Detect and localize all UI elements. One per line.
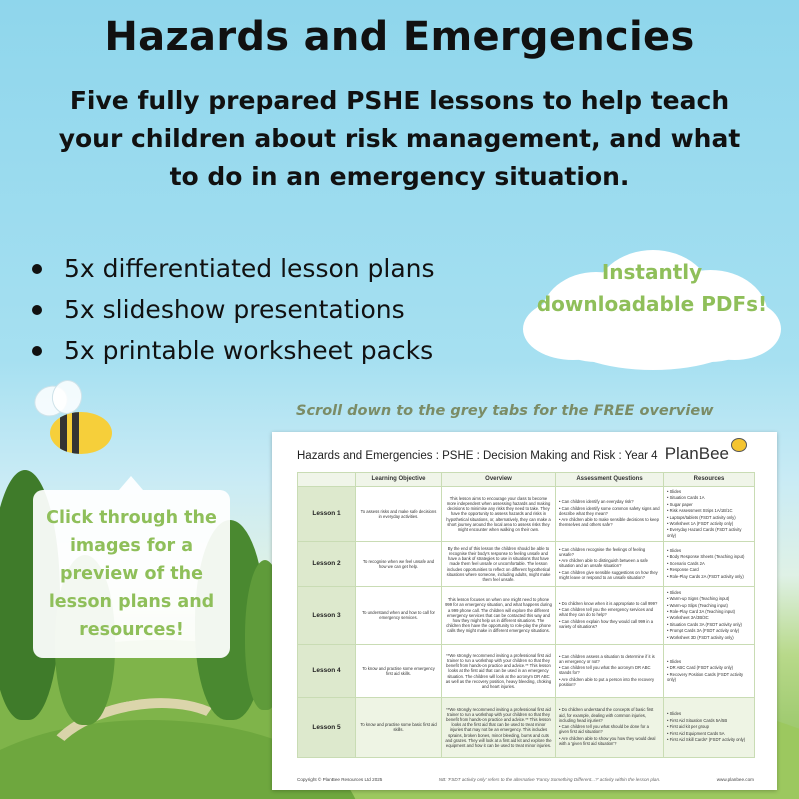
- preview-callout-text: Click through the images for a preview of the lesson plans and resources!: [46, 508, 217, 640]
- cloud-badge-text: Instantly downloadable PDFs!: [536, 260, 768, 316]
- table-row: [298, 487, 755, 542]
- learning-objective: To assess risks and make safe decisions in everyday activities.: [356, 487, 442, 542]
- feature-item: [26, 248, 435, 289]
- overview: This lesson aims to encourage your class to become more independent when assessing hazards and making decisions to minimise any risks they need to take. They have the opportunity to assess hazards and risks in hypothetical situations, or, alternatively, they can make a short journey around the local area to assess risks they might encounter when walking on their own.: [442, 487, 556, 542]
- learning-objective: To recognise when we feel unsafe and how we can get help.: [356, 541, 442, 586]
- learning-objective: To understand when and how to call for emergency services.: [356, 586, 442, 644]
- assessment-questions: • Can children identify an everyday risk? • Can children identify some common safety signs and describe what they mean? • Are children able to make sensible decisions to keep themselves and others safe?: [556, 487, 664, 542]
- bee-logo-icon: [731, 438, 747, 452]
- feature-item: [26, 289, 435, 330]
- website-link[interactable]: www.planbee.com: [716, 777, 754, 782]
- overview: By the end of this lesson the children should be able to recognise their body's response to feeling unsafe and have a bank of strategies to use in situations that have made them feel unsafe or uncomfortable. The lesson includes opportunities to reflect on different hypothetical situations where someone, including adults, might make them feel unsafe.: [442, 541, 556, 586]
- column-header: Learning Objective: [356, 473, 442, 487]
- planbee-logo: PlanBee: [664, 444, 729, 463]
- column-header: Overview: [442, 473, 556, 487]
- assessment-questions: • Do children understand the concepts of basic first aid, for example, dealing with common injuries, including head injuries? • Can children tell you what should be done for a given first aid situation? • Are children able to show you how they would deal with a 'given first aid situation'?: [556, 697, 664, 757]
- overview: This lesson focuses on when one might need to phone 999 for an emergency situation, and what happens during a 999 phone call. The children will explore the different emergency services that can be contacted this way and how they might help us in different situations. The children then have the opportunity to role-play the phone calls they might make in different emergency situations.: [442, 586, 556, 644]
- resources: • Slides • Situation Cards 1A • Sugar paper • Risk Assessment Strips 1A/1B/1C • Laptops/tablets (FSDT activity only) • Worksheet 1A (FSDT activity only) • Everyday Hazard Cards (FSDT activity only): [664, 487, 755, 542]
- learning-objective: To know and practise some emergency first aid skills.: [356, 644, 442, 697]
- assessment-questions: • Do children know when it is appropriate to call 999? • Can children tell you the emergency services and what they can do to help? • Can children explain how they would call 999 in a variety of situations?: [556, 586, 664, 644]
- resources: • Slides • Body Response Sheets (Teaching input) • Scenario Cards 2A • Response Card • Role-Play Cards 2A (FSDT activity only): [664, 541, 755, 586]
- bee-mascot-icon: [30, 380, 120, 460]
- table-row: [298, 644, 755, 697]
- feature-list: [26, 248, 435, 371]
- scroll-note: Scroll down to the grey tabs for the FREE overview: [296, 403, 714, 419]
- preview-callout: [33, 490, 230, 658]
- feature-label: 5x printable worksheet packs: [64, 336, 434, 365]
- table-row: [298, 697, 755, 757]
- bullet-icon: [32, 305, 42, 315]
- table-row: [298, 586, 755, 644]
- resources: • Slides • Warm-up Signs (Teaching input) • Warm-up Slips (Teaching input) • Role-Play Card 3A (Teaching input) • Worksheet 3A/3B/3C • Situation Cards 3A (FSDT activity only) • Prompt Cards 3A (FSDT activity only) • Worksheet 3D (FSDT activity only): [664, 586, 755, 644]
- copyright: Copyright © PlanBee Resources Ltd 2025: [297, 777, 383, 782]
- table-header-row: [298, 473, 755, 487]
- table-row: [298, 541, 755, 586]
- bullet-icon: [32, 346, 42, 356]
- document-header: Hazards and Emergencies : PSHE : Decision Making and Risk : Year 4: [297, 450, 658, 462]
- overview: **We strongly recommend inviting a professional first aid trainer to run a workshop with your children so that they benefit from hands-on practice and advice.** This lesson looks at the first aid that can be used to treat minor injuries that may not be an emergency. This includes sprains, broken bones, minor bleeding, burns and cuts and grazes. They will look at a first aid kit and explore the equipment and how it can be used to treat minor injuries.: [442, 697, 556, 757]
- bullet-icon: [32, 264, 42, 274]
- lesson-label: Lesson 4: [298, 644, 356, 697]
- document-footer: [297, 777, 754, 782]
- footer-note: NB: 'FSDT activity only' refers to the alternative 'Fancy Something Different...?' activity within the lesson plan.: [438, 777, 661, 782]
- column-header: Resources: [664, 473, 755, 487]
- page-subtitle: Five fully prepared PSHE lessons to help teach your children about risk management, and what to do in an emergency situation.: [58, 86, 741, 191]
- page-title: Hazards and Emergencies: [104, 14, 695, 60]
- lesson-label: Lesson 2: [298, 541, 356, 586]
- resources: • Slides • DR ABC Card (FSDT activity only) • Recovery Position Cards (FSDT activity only): [664, 644, 755, 697]
- resources: • Slides • First Aid Situation Cards 5A/5B • First aid kit per group • First Aid Equipment Cards 5A • First Aid Skill Cards* (FSDT activity only): [664, 697, 755, 757]
- lesson-table: [297, 472, 755, 758]
- lesson-label: Lesson 1: [298, 487, 356, 542]
- column-header: [298, 473, 356, 487]
- downloadable-cloud-badge: [523, 250, 781, 370]
- assessment-questions: • Can children assess a situation to determine if it is an emergency or not? • Can children tell you what the acronym DR ABC stands for? • Are children able to put a person into the recovery position?: [556, 644, 664, 697]
- lesson-label: Lesson 3: [298, 586, 356, 644]
- assessment-questions: • Can children recognise the feelings of feeling unsafe? • Are children able to distinguish between a safe situation and an unsafe situation? • Can children give sensible suggestions on how they might leave or respond to an unsafe situation?: [556, 541, 664, 586]
- column-header: Assessment Questions: [556, 473, 664, 487]
- overview: **We strongly recommend inviting a professional first aid trainer to run a workshop with your children so that they benefit from hands-on practice and advice.** This lesson looks at the first aid that can be used in an emergency situation. The children will look at the acronym DR ABC as well as the recovery position, heavy bleeding, choking and heart injuries.: [442, 644, 556, 697]
- feature-label: 5x slideshow presentations: [64, 295, 405, 324]
- lesson-overview-document: [272, 432, 777, 790]
- lesson-label: Lesson 5: [298, 697, 356, 757]
- learning-objective: To know and practise some basic first aid skills.: [356, 697, 442, 757]
- feature-item: [26, 330, 435, 371]
- feature-label: 5x differentiated lesson plans: [64, 254, 435, 283]
